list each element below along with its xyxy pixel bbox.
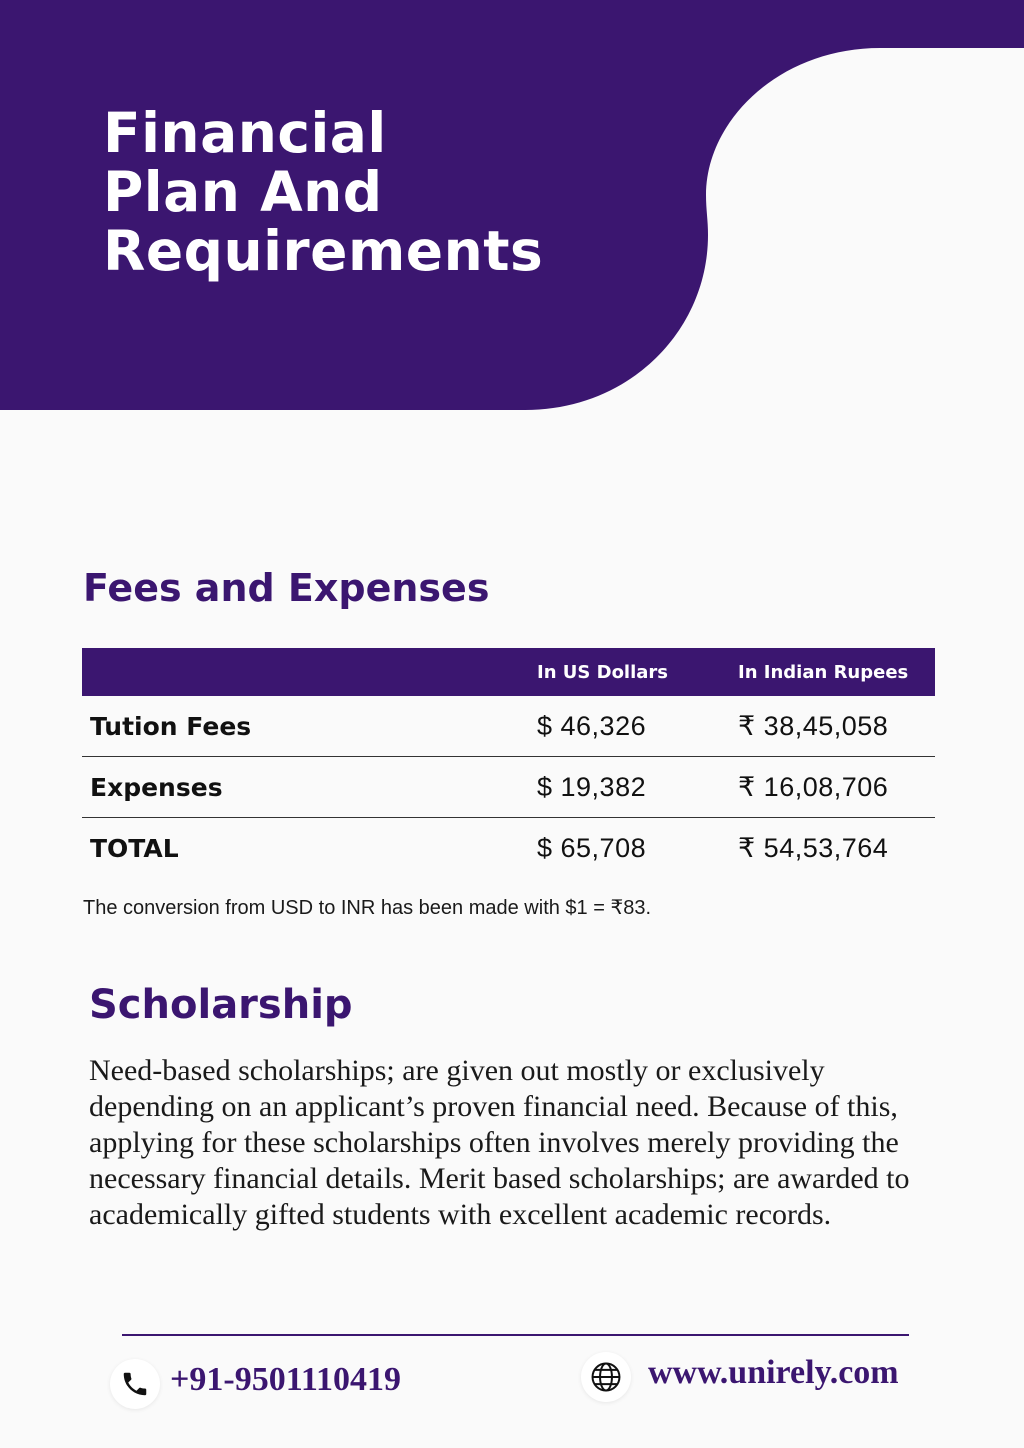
table-row-expenses bbox=[82, 757, 935, 818]
conversion-note: The conversion from USD to INR has been made with $1 = ₹83. bbox=[83, 897, 651, 919]
page-title-line-3: Requirements bbox=[103, 219, 544, 283]
fees-table bbox=[82, 648, 935, 878]
phone-icon bbox=[110, 1359, 160, 1409]
row-inr-value: ₹ 16,08,706 bbox=[738, 757, 935, 818]
globe-icon bbox=[581, 1352, 631, 1402]
phone-number[interactable]: +91-9501110419 bbox=[170, 1361, 401, 1398]
row-label: Expenses bbox=[82, 757, 537, 818]
fees-section-title: Fees and Expenses bbox=[83, 566, 490, 610]
page-title-line-2: Plan And bbox=[103, 160, 383, 224]
row-usd-value: $ 19,382 bbox=[537, 757, 738, 818]
page-title-line-1: Financial bbox=[103, 101, 387, 165]
row-usd-value: $ 65,708 bbox=[537, 832, 647, 863]
row-usd-value: $ 46,326 bbox=[537, 696, 738, 757]
table-row-tuition bbox=[82, 696, 935, 757]
header-usd-column: In US Dollars bbox=[537, 648, 738, 696]
fees-table-header bbox=[82, 648, 935, 696]
header-inr-column: In Indian Rupees bbox=[738, 648, 935, 696]
footer-divider bbox=[122, 1334, 909, 1336]
header-label-column bbox=[82, 648, 537, 696]
row-inr-value: ₹ 38,45,058 bbox=[738, 696, 935, 757]
page-title bbox=[103, 101, 544, 283]
row-inr-value: ₹ 54,53,764 bbox=[738, 832, 889, 863]
scholarship-section-title: Scholarship bbox=[89, 982, 353, 1028]
row-label: TOTAL bbox=[90, 833, 179, 863]
website-link[interactable]: www.unirely.com bbox=[648, 1354, 899, 1391]
row-label: Tution Fees bbox=[82, 696, 537, 757]
table-row-total bbox=[82, 818, 935, 879]
scholarship-description: Need-based scholarships; are given out mostly or exclusively depending on an applicant’s proven financial need. Because of this, applying for these scholarships often involves merely providing the necessary financial details. Merit based scholarships; are awarded to academically gifted students with excellent academic records. bbox=[89, 1054, 910, 1231]
